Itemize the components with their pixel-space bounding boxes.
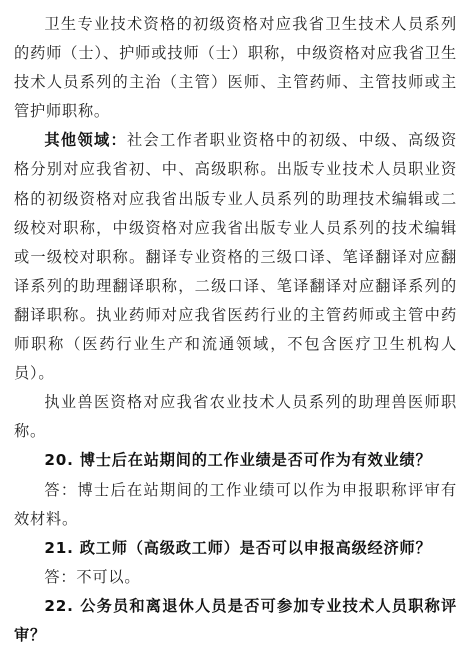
other-fields-label: 其他领域： (44, 131, 128, 150)
other-fields-body: 社会工作者职业资格中的初级、中级、高级资格分别对应我省初、中、高级职称。出版专业技术人员职业资格的初级资格对应我省出版专业人员系列的助理技术编辑或二级校对职称，中级资格对应我省出版专业人员系列的技术编辑或一级校对职称。翻译专业资格的三级口译、笔译翻译对应翻译系列的助理翻译职称，二级口译、笔译翻译对应翻译系列的翻译职称。执业药师对应我省医药行业的主管药师或主管中药师职称（医药行业生产和流通领域，不包含医疗卫生机构人员）。 (14, 131, 458, 383)
question-20: 20. 博士后在站期间的工作业绩是否可作为有效业绩？ (44, 451, 432, 470)
paragraph-veterinary: 执业兽医资格对应我省农业技术人员系列的助理兽医师职称。 (14, 393, 457, 441)
paragraph-other-fields (14, 126, 457, 388)
answer-20: 答：博士后在站期间的工作业绩可以作为申报职称评审有效材料。 (14, 480, 457, 528)
answer-21: 答：不可以。 (44, 567, 141, 586)
question-22: 22. 公务员和离退休人员是否可参加专业技术人员职称评审？ (14, 596, 457, 644)
question-21: 21. 政工师（高级政工师）是否可以申报高级经济师？ (44, 538, 432, 557)
paragraph-health-qualifications: 卫生专业技术资格的初级资格对应我省卫生技术人员系列的药师（士）、护师或技师（士）职称，中级资格对应我省卫生技术人员系列的主治（主管）医师、主管药师、主管技师或主管护师职称。 (14, 15, 457, 121)
